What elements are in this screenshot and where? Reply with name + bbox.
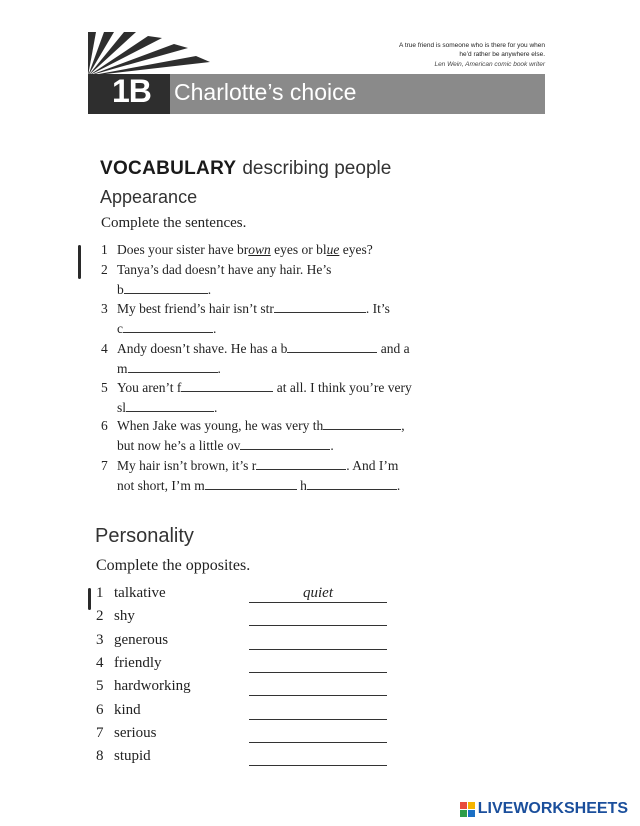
item-text: .	[396, 478, 401, 493]
opposite-answer-line[interactable]	[249, 718, 387, 720]
item-text: c	[117, 321, 123, 336]
appearance-item-1	[101, 240, 461, 260]
opposite-answer-line[interactable]	[249, 694, 387, 696]
item-number: 3	[101, 301, 108, 316]
personality-item-number: 5	[96, 678, 104, 695]
appearance-instruction: Complete the sentences.	[101, 215, 247, 231]
unit-number: 1B	[112, 73, 151, 109]
appearance-item-7	[101, 456, 461, 496]
opposite-answer-line[interactable]	[249, 764, 387, 766]
item-text: .	[213, 321, 217, 336]
appearance-item-5	[101, 378, 461, 418]
item-number: 6	[101, 418, 108, 433]
personality-item-number: 7	[96, 724, 104, 741]
item-text: .	[214, 400, 218, 415]
vocabulary-title	[100, 158, 391, 180]
answer-blank[interactable]	[124, 281, 208, 294]
quote-line-1: A true friend is someone who is there for you when	[399, 42, 545, 49]
example-answer: own	[248, 242, 271, 257]
item-text: and a	[377, 341, 410, 356]
vocabulary-label: VOCABULARY	[100, 158, 237, 179]
appearance-item-2	[101, 260, 461, 300]
opposite-answer-line[interactable]	[249, 741, 387, 743]
item-text: m	[117, 361, 128, 376]
answer-blank[interactable]	[128, 360, 218, 373]
answer-blank[interactable]	[205, 477, 297, 490]
item-text: ,	[401, 418, 405, 433]
item-text: b	[117, 282, 124, 297]
quote-author: Len Wein, American comic book writer	[434, 61, 545, 68]
item-text: When Jake was young, he was very th	[117, 418, 324, 433]
item-text: Does your sister have br	[117, 242, 249, 257]
item-number: 2	[101, 262, 108, 277]
opposite-answer-line[interactable]	[249, 648, 387, 650]
item-text: h	[300, 478, 307, 493]
answer-blank[interactable]	[274, 300, 366, 313]
personality-instruction: Complete the opposites.	[96, 557, 251, 574]
liveworksheets-logo	[460, 800, 628, 818]
item-text: Tanya’s dad doesn’t have any hair. He’s	[117, 262, 332, 277]
personality-word: talkative	[114, 585, 166, 601]
header-rays-graphic	[88, 32, 228, 76]
item-text: . It’s	[365, 301, 390, 316]
opposite-answer-line[interactable]	[249, 671, 387, 673]
appearance-item-4	[101, 339, 461, 379]
item-text: but now he’s a little ov	[117, 438, 241, 453]
example-answer: quiet	[303, 585, 333, 601]
item-text: .	[330, 438, 334, 453]
unit-title: Charlotte’s choice	[174, 79, 357, 105]
item-text: My best friend’s hair isn’t str	[117, 301, 274, 316]
personality-item-number: 6	[96, 701, 104, 718]
appearance-heading: Appearance	[100, 187, 198, 207]
vocabulary-topic: describing people	[242, 158, 392, 179]
answer-blank[interactable]	[287, 340, 377, 353]
appearance-item-6	[101, 416, 461, 456]
personality-item-number: 2	[96, 608, 104, 625]
quote-line-2: he’d rather be anywhere else.	[459, 51, 545, 58]
personality-word: kind	[114, 701, 141, 718]
personality-word: stupid	[114, 748, 151, 765]
answer-blank[interactable]	[181, 379, 273, 392]
answer-blank[interactable]	[123, 320, 213, 333]
personality-word: shy	[114, 608, 135, 625]
item-text: not short, I’m m	[117, 478, 205, 493]
item-text: My hair isn’t brown, it’s r	[117, 458, 257, 473]
logo-text: LIVEWORKSHEETS	[477, 800, 628, 817]
answer-blank[interactable]	[323, 417, 401, 430]
personality-heading: Personality	[95, 525, 194, 547]
personality-word: friendly	[114, 654, 162, 671]
item-text: at all. I think you’re very	[273, 380, 412, 395]
item-number: 5	[101, 380, 108, 395]
item-number: 1	[101, 242, 108, 257]
margin-marker	[88, 588, 91, 610]
item-text: You aren’t f	[117, 380, 182, 395]
personality-item-number: 1	[96, 585, 104, 601]
item-number: 7	[101, 458, 108, 473]
answer-blank[interactable]	[126, 399, 214, 412]
answer-blank[interactable]	[307, 477, 397, 490]
personality-item-number: 3	[96, 631, 104, 648]
item-text: .	[207, 282, 212, 297]
opposite-answer-line[interactable]	[249, 624, 387, 626]
personality-item-number: 8	[96, 748, 104, 765]
item-text: eyes?	[339, 242, 373, 257]
answer-blank[interactable]	[240, 437, 330, 450]
answer-blank[interactable]	[256, 457, 346, 470]
appearance-item-3	[101, 299, 461, 339]
example-answer: ue	[326, 242, 340, 257]
item-text: eyes or bl	[270, 242, 327, 257]
item-text: Andy doesn’t shave. He has a b	[117, 341, 288, 356]
margin-marker	[78, 245, 81, 279]
personality-word: hardworking	[114, 678, 191, 695]
item-text: .	[217, 361, 221, 376]
item-number: 4	[101, 341, 108, 356]
item-text: . And I’m	[346, 458, 399, 473]
personality-word: generous	[114, 631, 169, 648]
item-text: sl	[117, 400, 127, 415]
personality-item-number: 4	[96, 654, 104, 671]
personality-word: serious	[114, 724, 157, 741]
logo-icon	[460, 802, 475, 817]
